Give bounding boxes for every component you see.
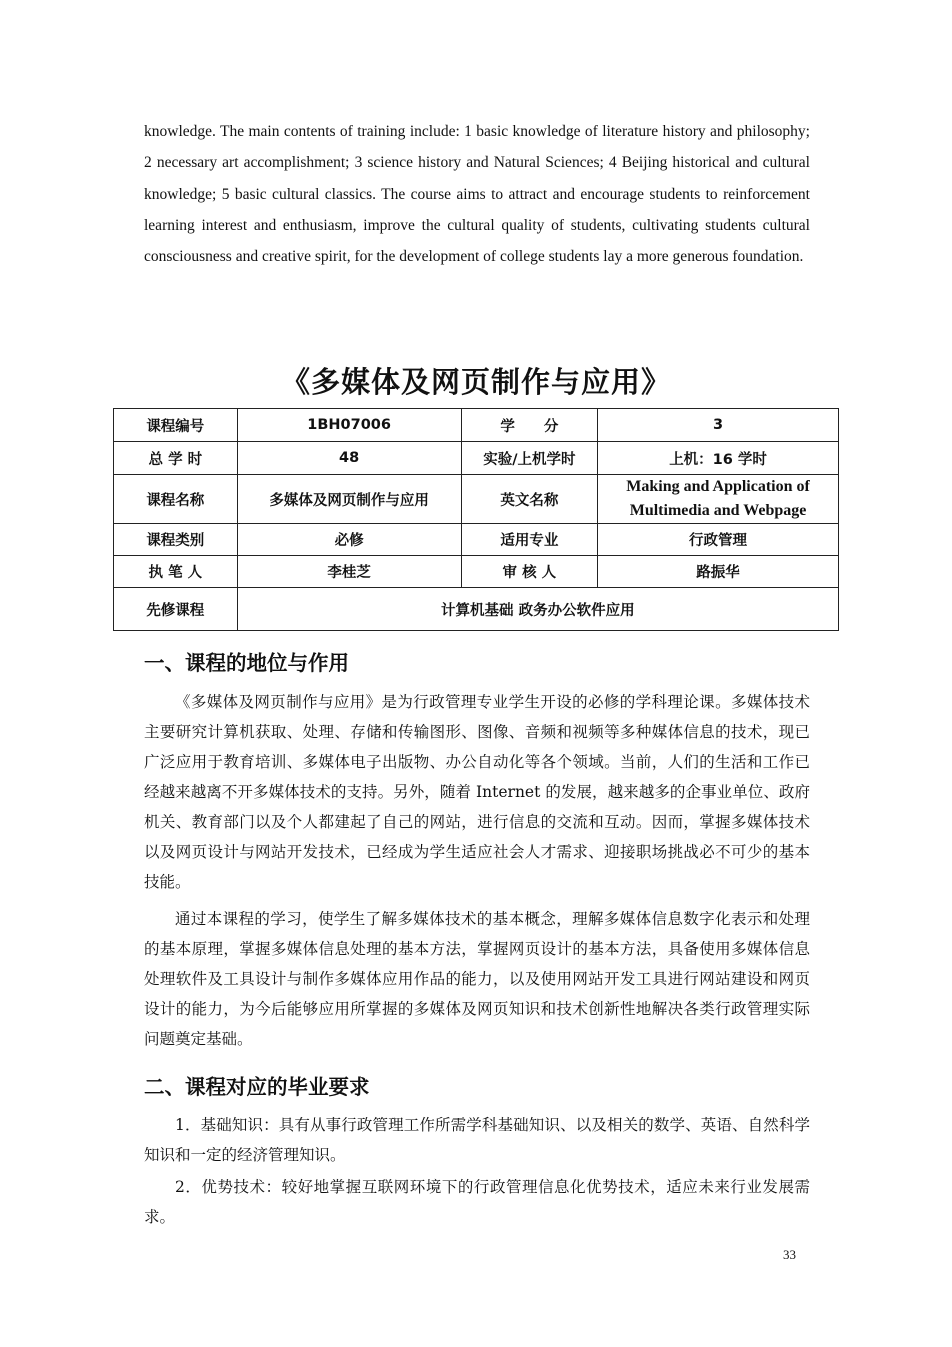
label-reviewer: 审 核 人: [461, 556, 598, 588]
table-row: [114, 524, 839, 556]
value-reviewer: 路振华: [598, 556, 839, 588]
section2-paragraph-1: 1．基础知识：具有从事行政管理工作所需学科基础知识、以及相关的数学、英语、自然科学知识和一定的经济管理知识。: [144, 1116, 810, 1164]
course-info-table: [113, 408, 839, 631]
section-heading-1: 一、课程的地位与作用: [144, 651, 349, 675]
value-author: 李桂芝: [237, 556, 461, 588]
value-prerequisites: 计算机基础 政务办公软件应用: [237, 588, 838, 631]
label-lab-hours: 实验/上机学时: [461, 442, 598, 475]
label-course-name: 课程名称: [114, 475, 238, 524]
label-major: 适用专业: [461, 524, 598, 556]
value-credits: 3: [598, 409, 839, 442]
section-heading-2: 二、课程对应的毕业要求: [144, 1075, 370, 1099]
table-row: [114, 556, 839, 588]
intro-paragraph: knowledge. The main contents of training include: 1 basic knowledge of literature history and philosophy; 2 necessary art accomplishment; 3 science history and Natural Sciences; 4 Beijing historical and cultural knowledge; 5 basic cultural classics. The course aims to attract and encourage students to reinforcement learning interest and enthusiasm, improve the cultural quality of students, cultivating students cultural consciousness and creative spirit, for the development of college students lay a more generous foundation.: [144, 123, 810, 266]
label-course-type: 课程类别: [114, 524, 238, 556]
label-author: 执 笔 人: [114, 556, 238, 588]
table-row: [114, 442, 839, 475]
section2-paragraph-2: 2．优势技术：较好地掌握互联网环境下的行政管理信息化优势技术，适应未来行业发展需求。: [144, 1178, 810, 1226]
value-course-code: 1BH07006: [237, 409, 461, 442]
table-row: [114, 409, 839, 442]
value-lab-hours: 上机：16 学时: [598, 442, 839, 475]
label-credits: 学 分: [461, 409, 598, 442]
course-title: 《多媒体及网页制作与应用》: [280, 365, 671, 399]
value-english-name: Making and Application of Multimedia and Webpage: [598, 475, 839, 524]
label-english-name: 英文名称: [461, 475, 598, 524]
page-number: 33: [783, 1247, 796, 1262]
section1-paragraph-2: 通过本课程的学习，使学生了解多媒体技术的基本概念，理解多媒体信息数字化表示和处理的基本原理，掌握多媒体信息处理的基本方法，掌握网页设计的基本方法，具备使用多媒体信息处理软件及工具设计与制作多媒体应用作品的能力，以及使用网站开发工具进行网站建设和网页设计的能力，为今后能够应用所掌握的多媒体及网页知识和技术创新性地解决各类行政管理实际问题奠定基础。: [144, 910, 810, 1048]
section1-paragraph-1: 《多媒体及网页制作与应用》是为行政管理专业学生开设的必修的学科理论课。多媒体技术主要研究计算机获取、处理、存储和传输图形、图像、音频和视频等多种媒体信息的技术，现已广泛应用于教育培训、多媒体电子出版物、办公自动化等各个领域。当前，人们的生活和工作已经越来越离不开多媒体技术的支持。另外，随着 Internet 的发展，越来越多的企事业单位、政府机关、教育部门以及个人都建起了自己的网站，进行信息的交流和互动。因而，掌握多媒体技术以及网页设计与网站开发技术，已经成为学生适应社会人才需求、迎接职场挑战必不可少的基本技能。: [144, 693, 810, 891]
value-course-name: 多媒体及网页制作与应用: [237, 475, 461, 524]
label-course-code: 课程编号: [114, 409, 238, 442]
table-row: [114, 588, 839, 631]
table-row: [114, 475, 839, 524]
value-total-hours: 48: [237, 442, 461, 475]
label-total-hours: 总 学 时: [114, 442, 238, 475]
value-course-type: 必修: [237, 524, 461, 556]
label-prerequisites: 先修课程: [114, 588, 238, 631]
value-major: 行政管理: [598, 524, 839, 556]
